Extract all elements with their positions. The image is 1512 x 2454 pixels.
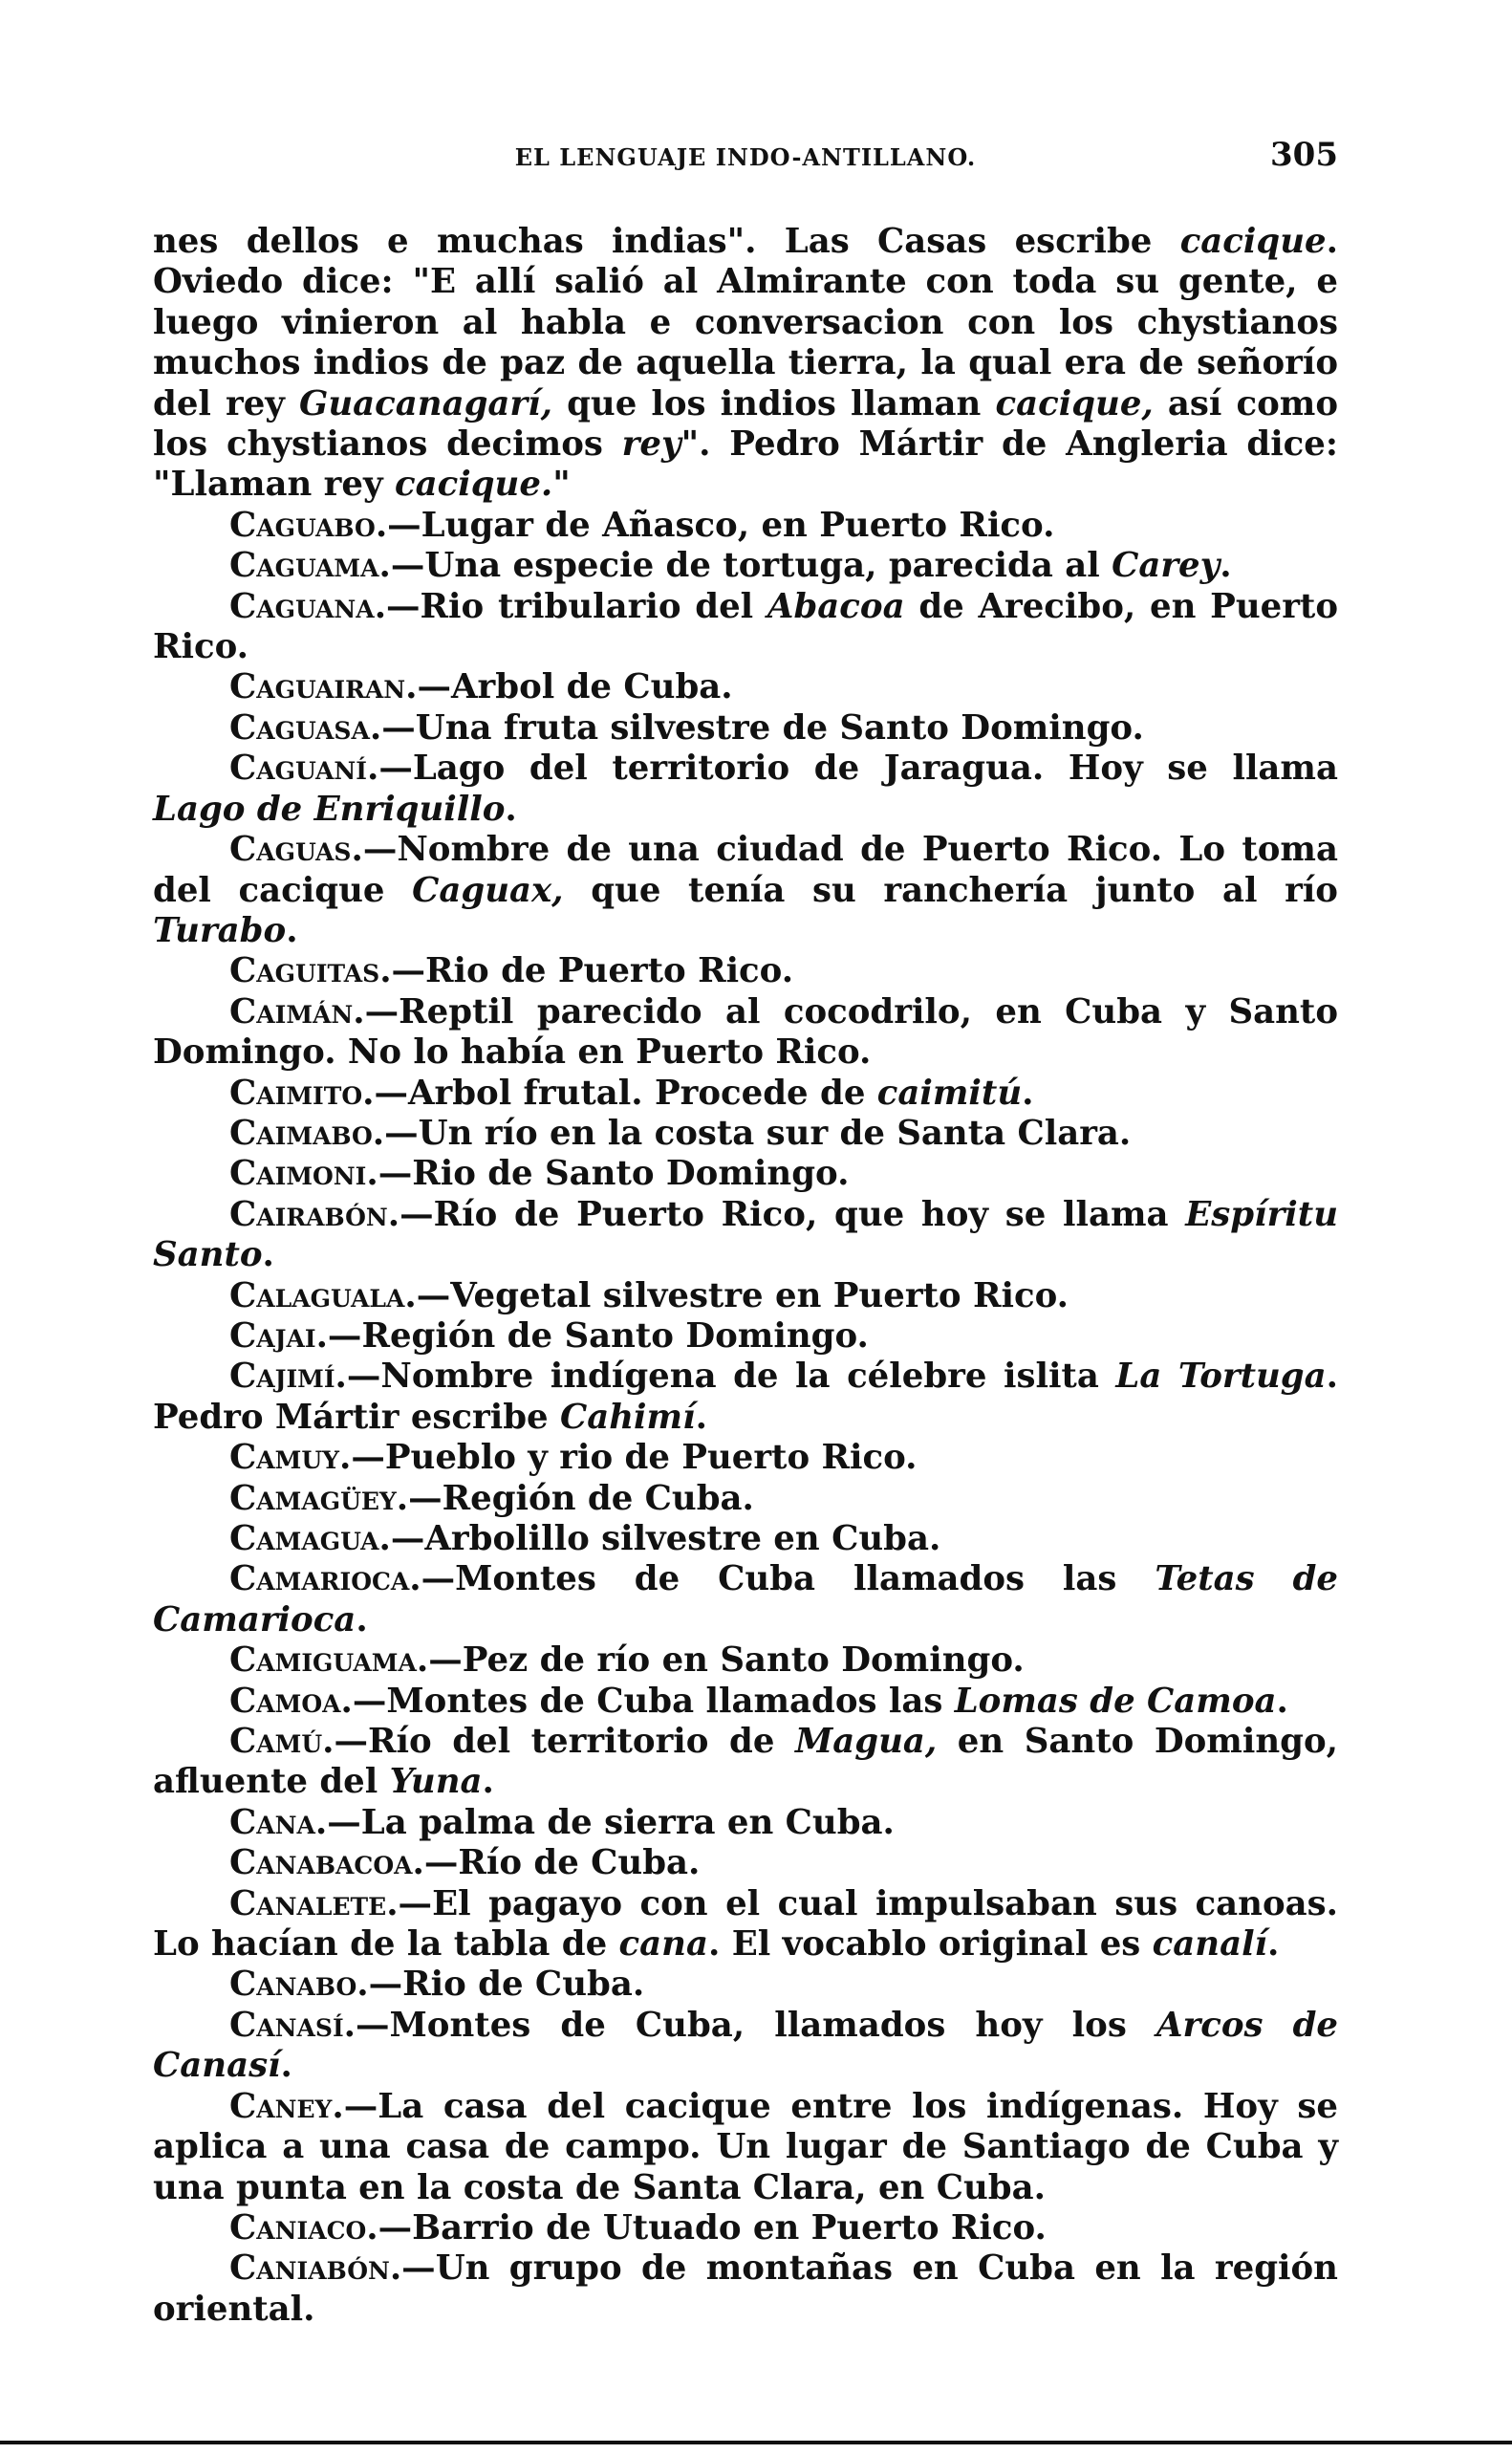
entry-term: Caguairan <box>229 667 406 707</box>
italic-text: cana <box>618 1924 708 1965</box>
entry-list <box>153 506 1338 2330</box>
entry-separator: .— <box>366 749 413 789</box>
entry-term: Caney <box>229 2086 333 2126</box>
entry-term: Cajimí <box>229 1357 335 1397</box>
dictionary-entry <box>153 1195 1338 1276</box>
text-run: Río del territorio de <box>368 1722 795 1762</box>
entry-term: Camuy <box>229 1438 339 1478</box>
dictionary-entry <box>153 708 1338 749</box>
dictionary-entry <box>153 1154 1338 1194</box>
text-run: así como los chystianos decimos <box>153 383 1338 465</box>
dictionary-entry <box>153 992 1338 1074</box>
entry-separator: .— <box>396 1478 443 1518</box>
text-run: . <box>1276 1681 1288 1721</box>
dictionary-entry <box>153 1438 1338 1478</box>
entry-separator: .— <box>378 1519 425 1558</box>
italic-text: Cahimí <box>559 1397 696 1437</box>
text-run: que los indios llaman <box>551 383 996 423</box>
dictionary-entry <box>153 1114 1338 1154</box>
entry-term: Canabo <box>229 1965 357 2005</box>
dictionary-entry <box>153 830 1338 951</box>
entry-separator: .— <box>338 1438 385 1478</box>
text-run: . Pedro Mártir escribe <box>153 1357 1338 1437</box>
dictionary-entry <box>153 587 1338 668</box>
italic-text: Tetas de Camarioca <box>153 1559 1338 1640</box>
dictionary-entry <box>153 1843 1338 1883</box>
italic-text: rey" <box>621 424 700 465</box>
entry-separator: .— <box>404 1275 451 1315</box>
text-run: Región de Cuba. <box>442 1478 754 1518</box>
entry-separator: .— <box>356 1965 403 2005</box>
dictionary-entry <box>153 1965 1338 2005</box>
entry-separator: .— <box>412 1843 459 1883</box>
text-run: Arbol frutal. Procede de <box>407 1073 877 1113</box>
italic-text: caimitú <box>876 1073 1023 1113</box>
entry-term: Cajai <box>229 1315 316 1356</box>
entry-separator: .— <box>389 2248 436 2289</box>
entry-separator: .— <box>362 1073 408 1113</box>
italic-text: Guacanagarí, <box>299 383 552 423</box>
text-run: Un río en la costa sur de Santa Clara. <box>418 1113 1132 1153</box>
dictionary-entry <box>153 1276 1338 1316</box>
text-run: Una especie de tortuga, parecida al <box>424 546 1112 586</box>
text-run: . <box>1267 1924 1280 1965</box>
entry-term: Caniabón <box>229 2248 390 2289</box>
italic-text: Turabo <box>153 910 287 950</box>
entry-term: Caguas <box>229 830 352 870</box>
italic-text: Abacoa <box>767 586 905 626</box>
italic-text: Espíritu Santo <box>153 1194 1338 1275</box>
dictionary-entry <box>153 749 1338 830</box>
text-run: La palma de sierra en Cuba. <box>360 1802 895 1842</box>
text-run: Rio de Puerto Rico. <box>425 951 794 991</box>
italic-text: canalí <box>1152 1924 1268 1965</box>
dictionary-entry <box>153 2208 1338 2248</box>
entry-separator: .— <box>379 951 426 991</box>
entry-term: Camarioca <box>229 1559 410 1599</box>
text-run: Pueblo y rio de Puerto Rico. <box>384 1438 918 1478</box>
entry-separator: .— <box>335 1357 381 1397</box>
text-run: Rio de Santo Domingo. <box>412 1154 850 1194</box>
entry-term: Camiguama <box>229 1640 417 1681</box>
dictionary-entry <box>153 1803 1338 1843</box>
entry-separator: .— <box>366 1154 413 1194</box>
text-run: Lago del territorio de Jaragua. Hoy se llama <box>412 749 1338 789</box>
entry-separator: .— <box>416 1640 463 1681</box>
entry-term: Canabacoa <box>229 1843 413 1883</box>
entry-separator: .— <box>351 830 398 870</box>
text-run: . <box>286 910 298 950</box>
page-number: 305 <box>1270 136 1338 174</box>
opening-paragraph <box>153 222 1338 506</box>
dictionary-entry <box>153 2087 1338 2208</box>
text-run: Vegetal silvestre en Puerto Rico. <box>450 1275 1069 1315</box>
entry-term: Calaguala <box>229 1275 405 1315</box>
italic-text: Yuna <box>389 1762 483 1802</box>
text-run: Una fruta silvestre de Santo Domingo. <box>415 707 1144 748</box>
text-run: Río de Puerto Rico, que hoy se llama <box>433 1194 1186 1234</box>
entry-separator: .— <box>405 667 452 707</box>
entry-term: Cana <box>229 1802 315 1842</box>
entry-separator: .— <box>369 707 416 748</box>
italic-text: Magua, <box>794 1722 938 1762</box>
entry-separator: .— <box>387 1194 434 1234</box>
entry-term: Canalete <box>229 1883 387 1923</box>
entry-separator: .— <box>340 1681 387 1721</box>
bottom-border-line <box>0 2441 1512 2444</box>
text-run: Arbolillo silvestre en Cuba. <box>424 1519 941 1558</box>
italic-text: cacique, <box>995 383 1154 423</box>
dictionary-entry <box>153 546 1338 586</box>
entry-separator: .— <box>332 2086 378 2126</box>
entry-separator: .— <box>322 1722 368 1762</box>
text-run: . Pedro Mártir de Angleria dice: "Llaman rey <box>153 424 1338 505</box>
entry-separator: .— <box>343 2005 390 2045</box>
text-run: en Santo Domingo, afluente del <box>153 1722 1338 1802</box>
text-run: Pez de río en Santo Domingo. <box>462 1640 1025 1681</box>
italic-text: Lago de Enriquillo <box>153 789 506 829</box>
dictionary-entry <box>153 951 1338 991</box>
text-run: . <box>262 1235 274 1275</box>
dictionary-entry <box>153 1559 1338 1640</box>
page-header <box>153 136 1338 182</box>
italic-text: Arcos de Canasí <box>153 2005 1339 2086</box>
text-run: . <box>280 2046 292 2086</box>
text-run: Arbol de Cuba. <box>451 667 733 707</box>
entry-term: Canasí <box>229 2005 344 2045</box>
text-run: Rio de Cuba. <box>402 1965 645 2005</box>
entry-separator: .— <box>386 1883 433 1923</box>
entry-term: Camú <box>229 1722 323 1762</box>
entry-separator: .— <box>374 586 421 626</box>
entry-term: Caguana <box>229 586 375 626</box>
entry-term: Caguitas <box>229 951 380 991</box>
italic-text: La Tortuga <box>1115 1357 1327 1397</box>
italic-text: Carey <box>1112 546 1220 586</box>
entry-separator: .— <box>378 546 425 586</box>
entry-term: Caguaní <box>229 749 367 789</box>
italic-text: cacique." <box>394 465 571 505</box>
dictionary-entry <box>153 1479 1338 1519</box>
dictionary-entry <box>153 1074 1338 1114</box>
dictionary-entry <box>153 667 1338 707</box>
text-run: Nombre indígena de la célebre islita <box>380 1357 1116 1397</box>
entry-separator: .— <box>409 1559 456 1599</box>
text-run: Región de Santo Domingo. <box>361 1315 869 1356</box>
text-run: de Arecibo, en Puerto Rico. <box>153 586 1339 667</box>
text-run: . <box>356 1599 368 1640</box>
text-run: La casa del cacique entre los indígenas. Hoy se aplica a una casa de campo. Un lugar de Santiago de Cuba y una punta en la costa de Santa Clara, en Cuba. <box>153 2086 1338 2207</box>
text-run: que tenía su ranchería junto al río <box>563 870 1338 910</box>
dictionary-entry <box>153 1519 1338 1559</box>
entry-term: Caguasa <box>229 707 370 748</box>
dictionary-entry <box>153 2006 1338 2087</box>
running-title: EL LENGUAJE INDO-ANTILLANO. <box>514 143 977 171</box>
text-run: Montes de Cuba llamados las <box>455 1559 1156 1599</box>
entry-term: Camagua <box>229 1519 379 1558</box>
dictionary-entry <box>153 1884 1338 1965</box>
entry-term: Caguama <box>229 546 379 586</box>
text-run: Montes de Cuba llamados las <box>386 1681 955 1721</box>
text-run: El pagayo con el cual impulsaban sus canoas. Lo hacían de la tabla de <box>153 1883 1338 1965</box>
text-run: . <box>1220 546 1232 586</box>
entry-term: Camoa <box>229 1681 341 1721</box>
text-run: Un grupo de montañas en Cuba en la región oriental. <box>153 2248 1338 2329</box>
text-run: . <box>695 1397 707 1437</box>
entry-separator: .— <box>353 991 400 1032</box>
text-run: . <box>482 1762 494 1802</box>
dictionary-entry <box>153 1722 1338 1803</box>
entry-term: Caguabo <box>229 505 376 545</box>
text-run: nes dellos e muchas indias". Las Casas escribe <box>153 222 1180 261</box>
text-run: Río de Cuba. <box>458 1843 701 1883</box>
text-run: Montes de Cuba, llamados hoy los <box>389 2005 1156 2045</box>
entry-term: Caimán <box>229 991 354 1032</box>
dictionary-entry <box>153 1682 1338 1722</box>
italic-text: cacique <box>1179 222 1327 261</box>
text-run: Reptil parecido al cocodrilo, en Cuba y Santo Domingo. No lo había en Puerto Rico. <box>153 991 1338 1073</box>
text-run: . <box>505 789 517 829</box>
italic-text: Lomas de Camoa <box>954 1681 1277 1721</box>
dictionary-body <box>153 222 1338 2330</box>
entry-term: Caimabo <box>229 1113 373 1153</box>
italic-text: Caguax, <box>412 870 564 910</box>
text-run: Rio tribulario del <box>420 586 767 626</box>
dictionary-entry <box>153 2248 1338 2330</box>
entry-separator: .— <box>372 1113 419 1153</box>
entry-term: Caimito <box>229 1073 363 1113</box>
entry-separator: .— <box>366 2207 413 2248</box>
entry-term: Caimoni <box>229 1154 367 1194</box>
text-run: Lugar de Añasco, en Puerto Rico. <box>421 505 1055 545</box>
text-run: Barrio de Utuado en Puerto Rico. <box>412 2207 1047 2248</box>
dictionary-entry <box>153 1357 1338 1438</box>
entry-separator: .— <box>315 1315 362 1356</box>
text-run: . Oviedo dice: "E allí salió al Almirante con toda su gente, e luego vinieron al habla e conversacion con los chystianos muchos indios de paz de aquella tierra, la qual era de señorío del rey <box>153 222 1338 423</box>
text-run: . El vocablo original es <box>707 1924 1153 1965</box>
text-run: . <box>1022 1073 1034 1113</box>
entry-separator: .— <box>314 1802 361 1842</box>
entry-term: Cairabón <box>229 1194 388 1234</box>
entry-term: Camagüey <box>229 1478 397 1518</box>
dictionary-entry <box>153 1316 1338 1357</box>
dictionary-entry <box>153 506 1338 546</box>
dictionary-entry <box>153 1640 1338 1681</box>
entry-term: Caniaco <box>229 2207 367 2248</box>
text-run: Nombre de una ciudad de Puerto Rico. Lo toma del cacique <box>153 830 1338 910</box>
entry-separator: .— <box>375 505 421 545</box>
